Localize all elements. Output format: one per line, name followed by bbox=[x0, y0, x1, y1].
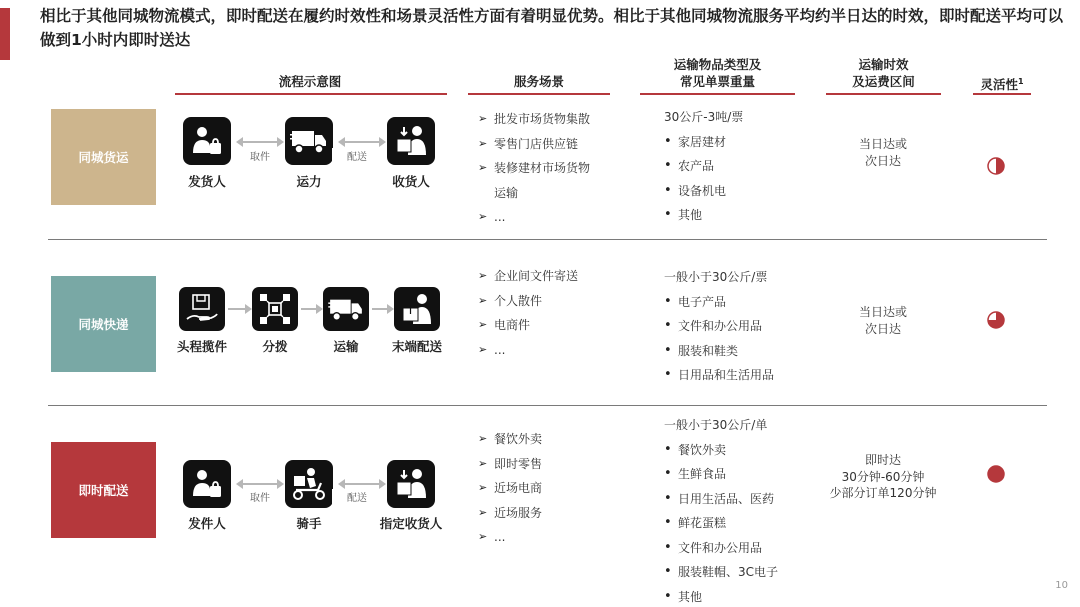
flow-label: 收货人 bbox=[392, 174, 430, 189]
category-box-express: 同城快递 bbox=[51, 276, 156, 372]
col-header-scene: 服务场景 bbox=[513, 74, 564, 89]
list-item: • 其他 bbox=[662, 585, 778, 607]
list-item: ➢ 零售门店供应链 bbox=[478, 132, 590, 157]
flow-label: 指定收货人 bbox=[379, 516, 443, 531]
flow-label: 末端配送 bbox=[391, 339, 442, 354]
col-underline-goods bbox=[640, 93, 795, 95]
list-item: ➢ 企业间文件寄送 bbox=[478, 264, 578, 289]
page-number: 10 bbox=[1055, 580, 1068, 591]
scene-list bbox=[478, 427, 542, 550]
flow-label: 头程揽件 bbox=[176, 339, 227, 354]
flow-label: 运输 bbox=[333, 339, 359, 354]
receiver-box-icon bbox=[387, 117, 435, 165]
timing-text: 当日达或 次日达 bbox=[858, 137, 907, 168]
arrow-label-pickup: 取件 bbox=[235, 148, 285, 163]
list-item: ➢ 近场电商 bbox=[478, 476, 542, 501]
goods-list bbox=[662, 265, 774, 388]
col-underline-timing bbox=[826, 93, 941, 95]
person-bag-icon bbox=[183, 460, 231, 508]
list-item: • 餐饮外卖 bbox=[662, 438, 778, 463]
flow-arrow bbox=[340, 141, 384, 143]
timing-text: 当日达或 次日达 bbox=[858, 305, 907, 336]
col-underline-scene bbox=[468, 93, 610, 95]
col-header-flow: 流程示意图 bbox=[278, 74, 342, 89]
flow-label: 运力 bbox=[296, 174, 322, 189]
col-underline-flex bbox=[973, 93, 1031, 95]
scene-list bbox=[478, 264, 578, 362]
page-headline: 相比于其他同城物流模式，即时配送在履约时效性和场景灵活性方面有着明显优势。相比于其他同城物流服务平均约半日达的时效，即时配送平均可以做到1小时内即时送达 bbox=[40, 7, 1064, 49]
list-item: • 服装鞋帽、3C电子 bbox=[662, 560, 778, 585]
rider-scooter-icon bbox=[285, 460, 333, 508]
flow-arrow bbox=[301, 308, 321, 310]
list-item: • 文件和办公用品 bbox=[662, 314, 774, 339]
receiver-box-icon bbox=[387, 460, 435, 508]
list-item: ➢ ... bbox=[478, 205, 590, 230]
flow-arrow bbox=[238, 141, 282, 143]
goods-list bbox=[662, 413, 778, 607]
flow-label: 骑手 bbox=[296, 516, 322, 531]
arrow-label-delivery: 配送 bbox=[332, 489, 382, 504]
timing-text: 即时达 30分钟-60分钟 少部分订单120分钟 bbox=[829, 453, 937, 500]
list-item: ➢ 批发市场货物集散 bbox=[478, 107, 590, 132]
list-item: ➢ 近场服务 bbox=[478, 501, 542, 526]
flow-label: 发货人 bbox=[188, 174, 226, 189]
flow-label: 发件人 bbox=[188, 516, 226, 531]
list-item: ➢ ... bbox=[478, 338, 578, 363]
arrow-label-pickup: 取件 bbox=[235, 489, 285, 504]
list-item: • 设备机电 bbox=[662, 179, 743, 204]
col-header-flex: 灵活性$^1$ bbox=[980, 77, 1024, 93]
flexibility-indicator bbox=[987, 311, 1005, 329]
truck-icon bbox=[285, 117, 333, 165]
goods-header: 一般小于30公斤/单 bbox=[664, 418, 768, 432]
flow-arrow bbox=[340, 483, 384, 485]
flow-label: 分拨 bbox=[262, 339, 288, 354]
list-item: • 日用生活品、医药 bbox=[662, 487, 778, 512]
list-item: • 生鲜食品 bbox=[662, 462, 778, 487]
list-item: • 家居建材 bbox=[662, 130, 743, 155]
list-item: 运输 bbox=[494, 185, 519, 200]
sorting-icon bbox=[252, 287, 298, 331]
goods-header: 30公斤-3吨/票 bbox=[664, 110, 744, 124]
col-underline-flow bbox=[175, 93, 447, 95]
goods-header: 一般小于30公斤/票 bbox=[664, 270, 768, 284]
list-item: • 电子产品 bbox=[662, 290, 774, 315]
flow-arrow bbox=[372, 308, 392, 310]
accent-bar bbox=[0, 8, 10, 60]
list-item: • 服装和鞋类 bbox=[662, 339, 774, 364]
list-item: • 鲜花蛋糕 bbox=[662, 511, 778, 536]
goods-list bbox=[662, 105, 743, 228]
list-item: ➢ 个人散件 bbox=[478, 289, 578, 314]
col-header-timing: 运输时效 及运费区间 bbox=[852, 57, 915, 89]
flow-arrow bbox=[238, 483, 282, 485]
list-item: ➢ 即时零售 bbox=[478, 452, 542, 477]
person-bag-icon bbox=[183, 117, 231, 165]
flexibility-indicator bbox=[987, 157, 1005, 175]
row-separator bbox=[48, 239, 1047, 240]
scene-list bbox=[478, 107, 590, 230]
list-item: ➢ 装修建材市场货物 bbox=[478, 156, 590, 181]
row-separator bbox=[48, 405, 1047, 406]
col-header-goods: 运输物品类型及 常见单票重量 bbox=[673, 57, 762, 89]
list-item: • 其他 bbox=[662, 203, 743, 228]
arrow-label-delivery: 配送 bbox=[332, 148, 382, 163]
list-item: ➢ ... bbox=[478, 525, 542, 550]
courier-icon bbox=[394, 287, 440, 331]
list-item: • 农产品 bbox=[662, 154, 743, 179]
list-item: ➢ 电商件 bbox=[478, 313, 578, 338]
list-item: ➢ 餐饮外卖 bbox=[478, 427, 542, 452]
pickup-box-hand-icon bbox=[179, 287, 225, 331]
category-box-instant: 即时配送 bbox=[51, 442, 156, 538]
list-item: • 日用品和生活用品 bbox=[662, 363, 774, 388]
flexibility-indicator bbox=[987, 465, 1005, 483]
category-box-freight: 同城货运 bbox=[51, 109, 156, 205]
truck-icon bbox=[323, 287, 369, 331]
flow-arrow bbox=[228, 308, 250, 310]
list-item: • 文件和办公用品 bbox=[662, 536, 778, 561]
